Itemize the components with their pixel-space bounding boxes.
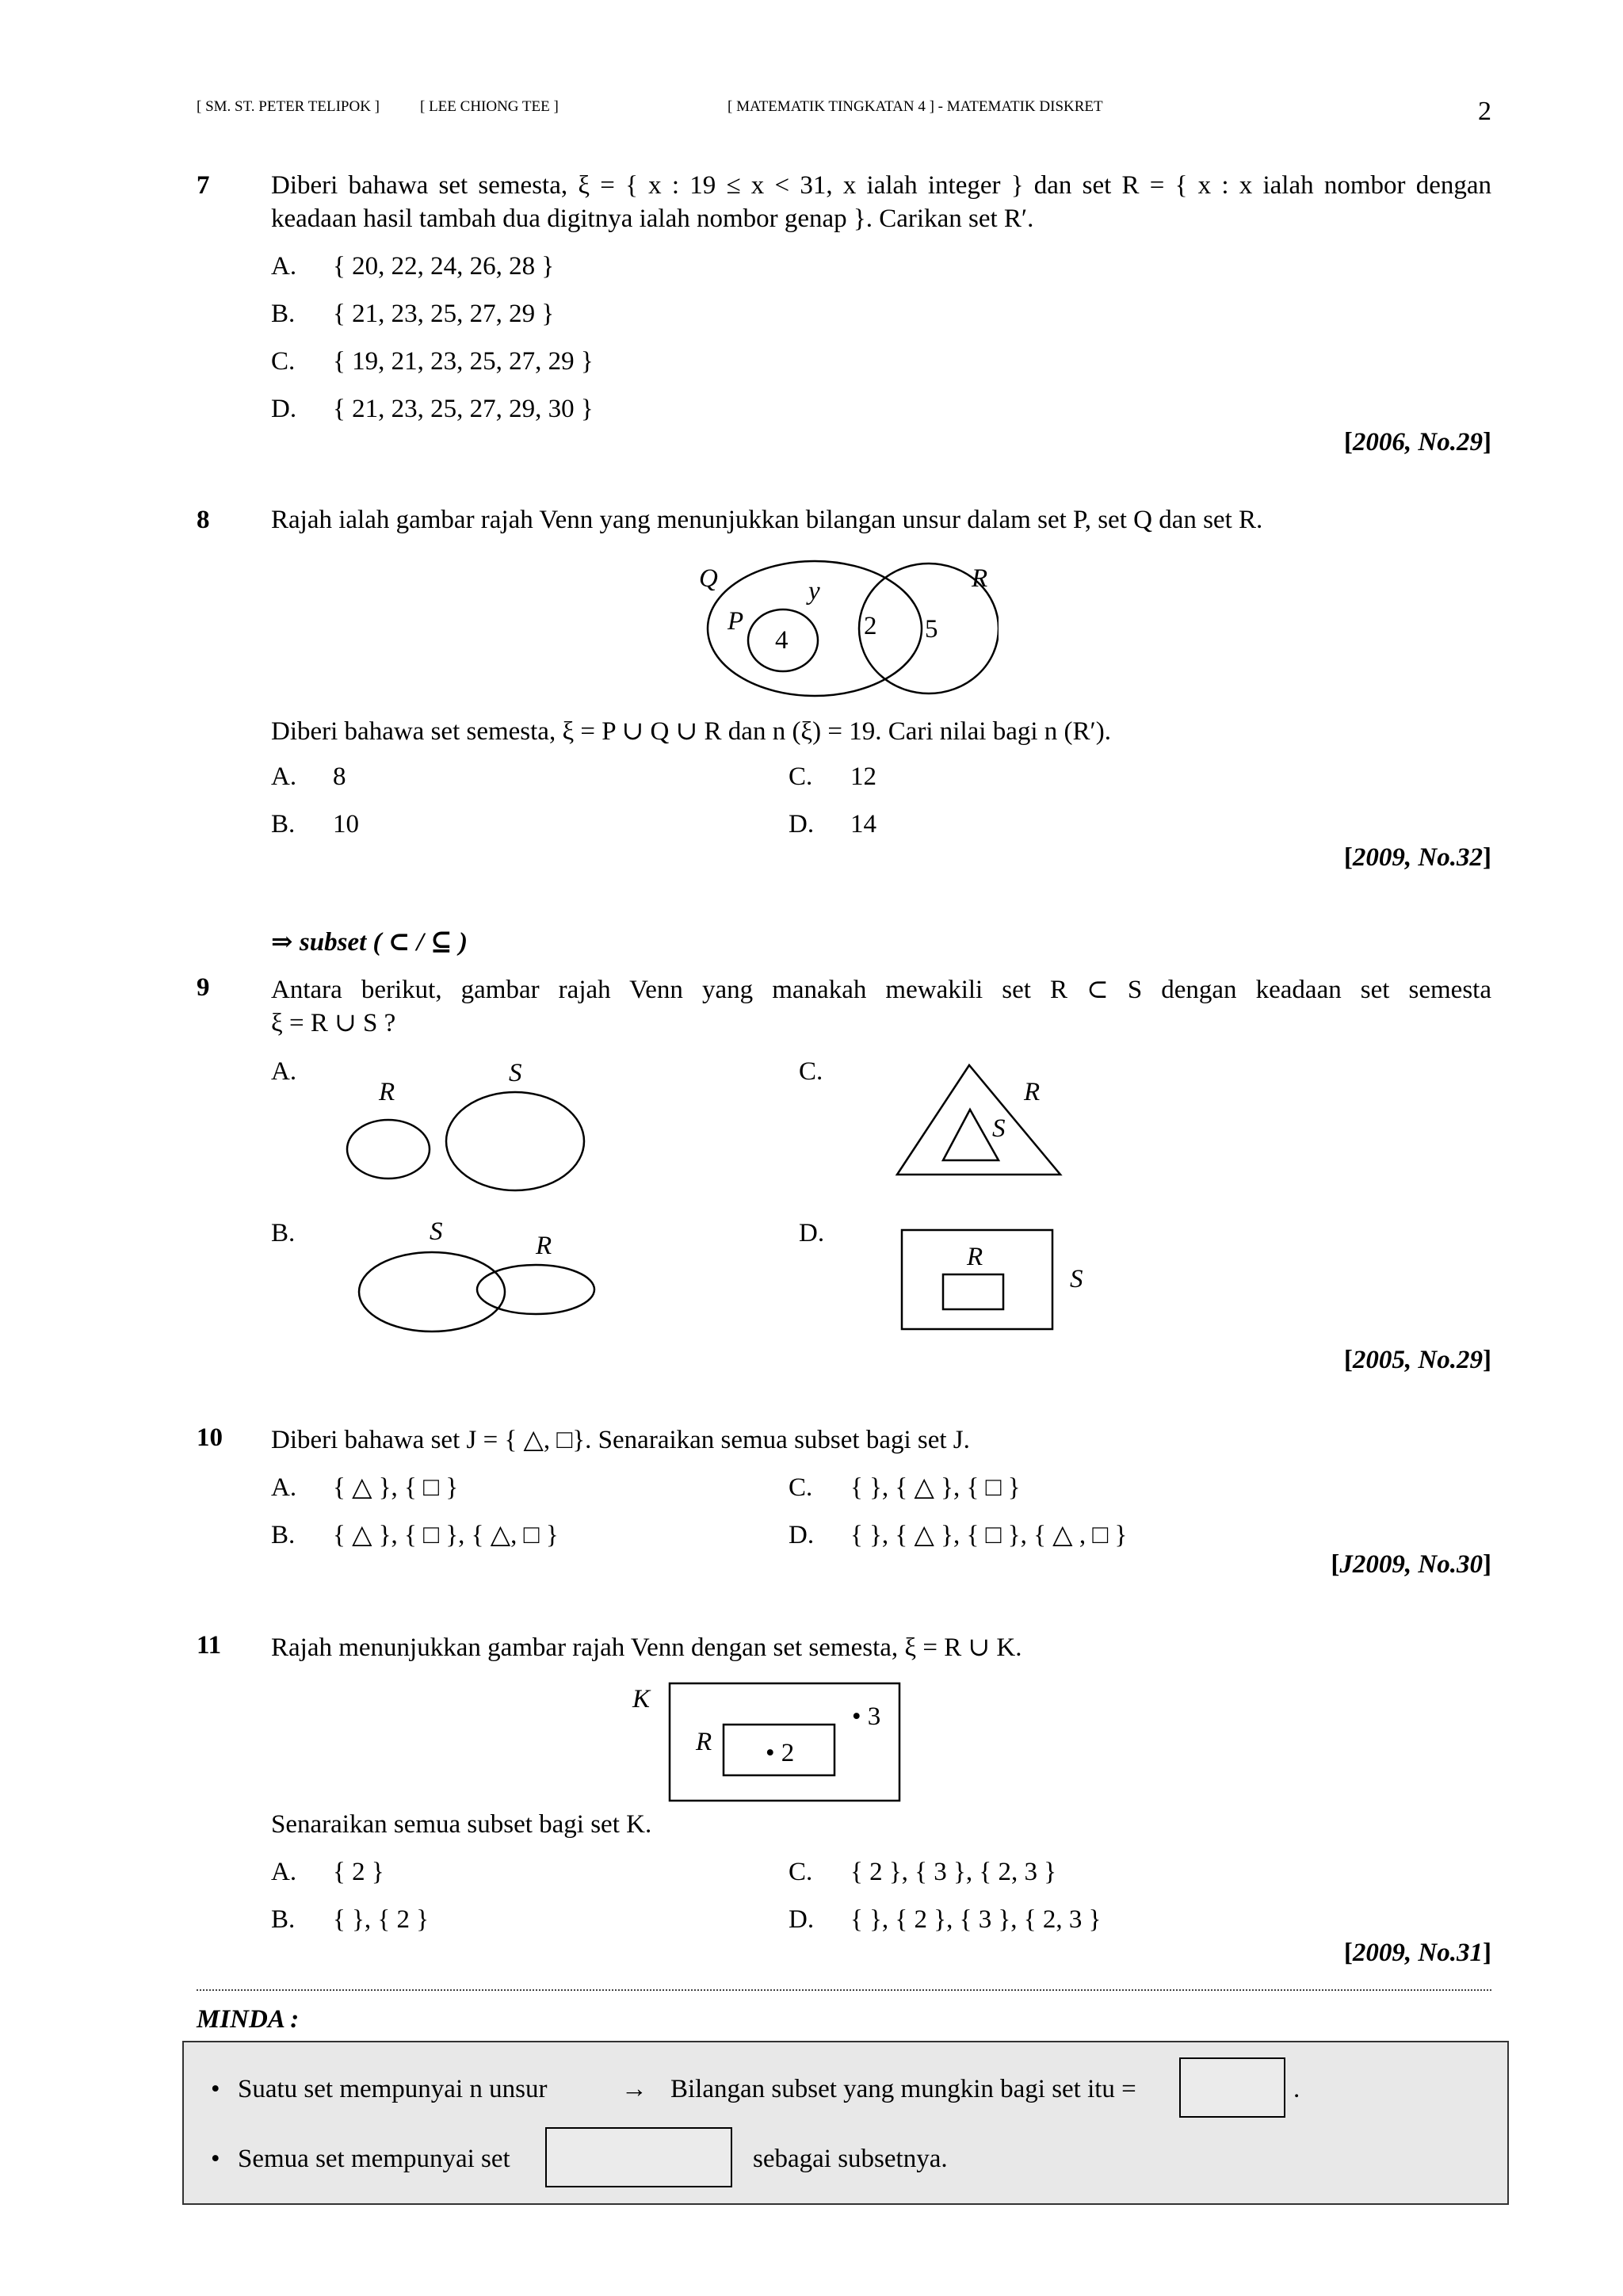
q10-option-d[interactable]	[789, 1519, 1127, 1550]
label-r: R	[972, 564, 988, 593]
label-y: y	[808, 577, 820, 606]
section-divider	[197, 1989, 1491, 1991]
option-text: { }, { 2 }, { 3 }, { 2, 3 }	[850, 1905, 1102, 1934]
q7-source-reference: [2006, No.29]	[1343, 428, 1491, 457]
option-letter: A.	[271, 1473, 297, 1502]
option-text: { 21, 23, 25, 27, 29 }	[333, 300, 555, 328]
q11-number: 11	[197, 1631, 222, 1660]
label-r: R	[1024, 1078, 1041, 1106]
q7-stem-line1: Diberi bahawa set semesta, ξ = { x : 19 ≤ x < 31, x ialah integer } dan set R = { x : x ialah nombor dengan	[271, 171, 1491, 200]
label-s: S	[430, 1217, 443, 1246]
set-r-ellipse	[347, 1120, 430, 1179]
option-text: { △ }, { □ }, { △, □ }	[333, 1521, 559, 1549]
header-school: [ SM. ST. PETER TELIPOK ]	[197, 98, 380, 115]
minda-bullet-1: •	[211, 2075, 220, 2103]
q9-source-reference: [2005, No.29]	[1343, 1346, 1491, 1374]
option-letter: A.	[271, 762, 297, 791]
q9-option-a-diagram	[333, 1054, 602, 1197]
option-letter: A.	[271, 1858, 297, 1886]
option-text: { }, { 2 }	[333, 1905, 430, 1934]
option-text: 14	[850, 810, 876, 839]
value-q-and-r: 2	[864, 612, 877, 640]
answer-box-empty-set[interactable]	[545, 2127, 732, 2187]
option-text: { }, { △ }, { □ }	[850, 1473, 1021, 1502]
q8-option-b[interactable]	[271, 810, 359, 839]
q10-option-b[interactable]	[271, 1519, 559, 1550]
q11-stem-line1: Rajah menunjukkan gambar rajah Venn dengan set semesta, ξ = R ∪ K.	[271, 1633, 1022, 1662]
q11-venn-diagram	[618, 1674, 919, 1809]
q11-option-b[interactable]	[271, 1905, 429, 1935]
label-k: K	[632, 1685, 651, 1713]
q8-stem-line2: Diberi bahawa set semesta, ξ = P ∪ Q ∪ R dan n (ξ) = 19. Cari nilai bagi n (R′).	[271, 717, 1111, 746]
q10-option-a[interactable]	[271, 1471, 458, 1503]
option-letter: D.	[789, 1905, 815, 1934]
q11-source-reference: [2009, No.31]	[1343, 1939, 1491, 1967]
option-letter: A.	[271, 252, 297, 281]
value-r-only: 5	[925, 615, 938, 644]
q11-option-c[interactable]	[789, 1858, 1056, 1887]
set-s-triangle	[943, 1110, 999, 1160]
option-letter: C.	[789, 1858, 813, 1886]
q8-option-a[interactable]	[271, 762, 346, 792]
option-text: 8	[333, 762, 346, 791]
label-r: R	[696, 1728, 712, 1756]
minda-line1-left: Suatu set mempunyai n unsur	[238, 2075, 548, 2103]
q8-source-reference: [2009, No.32]	[1343, 843, 1491, 872]
option-letter: B.	[271, 1905, 296, 1934]
value-p: 4	[775, 626, 789, 655]
option-text: 12	[850, 762, 876, 791]
label-r: R	[967, 1243, 983, 1271]
label-p: P	[727, 607, 744, 636]
q9-option-b-diagram	[357, 1213, 610, 1339]
q9-stem-line1: Antara berikut, gambar rajah Venn yang manakah mewakili set R ⊂ S dengan keadaan set semesta	[271, 976, 1491, 1004]
q9-option-d-letter[interactable]: D.	[799, 1219, 825, 1247]
label-s: S	[1070, 1265, 1083, 1293]
option-text: { △ }, { □ }	[333, 1473, 459, 1502]
q7-option-b[interactable]	[271, 300, 554, 329]
minda-line2-left: Semua set mempunyai set	[238, 2145, 510, 2173]
q7-option-d[interactable]	[271, 395, 594, 424]
option-text: { 21, 23, 25, 27, 29, 30 }	[333, 395, 594, 423]
q8-option-d[interactable]	[789, 810, 876, 839]
header-teacher: [ LEE CHIONG TEE ]	[420, 98, 559, 115]
set-s-rectangle	[943, 1274, 1003, 1309]
option-letter: D.	[271, 395, 297, 423]
option-letter: B.	[271, 1521, 296, 1549]
minda-title: MINDA :	[197, 2005, 300, 2034]
option-text: { 2 }	[333, 1858, 384, 1886]
element-2: • 2	[766, 1739, 795, 1767]
q11-option-a[interactable]	[271, 1858, 384, 1887]
set-r-ellipse	[477, 1265, 594, 1314]
label-r: R	[379, 1078, 395, 1106]
section-heading-subset: ⇒ subset ( ⊂ / ⊆ )	[271, 928, 468, 957]
label-s: S	[509, 1059, 522, 1087]
option-letter: D.	[789, 810, 815, 839]
q7-option-a[interactable]	[271, 252, 554, 281]
minda-line1-end: .	[1293, 2075, 1300, 2103]
minda-line1-right: Bilangan subset yang mungkin bagi set itu =	[670, 2075, 1136, 2103]
q11-option-d[interactable]	[789, 1905, 1101, 1935]
option-letter: D.	[789, 1521, 815, 1549]
q7-number: 7	[197, 171, 210, 200]
option-letter: B.	[271, 810, 296, 839]
option-text: { 20, 22, 24, 26, 28 }	[333, 252, 555, 281]
q9-option-d-diagram	[896, 1227, 1102, 1346]
q8-option-c[interactable]	[789, 762, 876, 792]
set-s-ellipse	[446, 1092, 584, 1190]
element-3: • 3	[852, 1702, 881, 1731]
q9-stem-line2: ξ = R ∪ S ?	[271, 1009, 396, 1037]
q10-stem-line1: Diberi bahawa set J = { △, □}. Senaraikan semua subset bagi set J.	[271, 1426, 970, 1454]
q7-stem-line2: keadaan hasil tambah dua digitnya ialah nombor genap }. Carikan set R′.	[271, 204, 1034, 233]
option-letter: C.	[789, 1473, 813, 1502]
q8-stem-line1: Rajah ialah gambar rajah Venn yang menunjukkan bilangan unsur dalam set P, set Q dan set R.	[271, 506, 1263, 534]
option-letter: C.	[789, 762, 813, 791]
q9-option-a-letter[interactable]: A.	[271, 1057, 297, 1086]
minda-box	[182, 2041, 1509, 2205]
q8-venn-diagram	[682, 555, 999, 697]
option-letter: B.	[271, 300, 296, 328]
q10-option-c[interactable]	[789, 1471, 1021, 1503]
set-s-ellipse	[359, 1252, 505, 1331]
q8-number: 8	[197, 506, 210, 534]
label-s: S	[992, 1114, 1006, 1143]
option-text: 10	[333, 810, 359, 839]
option-text: { }, { △ }, { □ }, { △ , □ }	[850, 1521, 1128, 1549]
option-text: { 2 }, { 3 }, { 2, 3 }	[850, 1858, 1057, 1886]
header-subject: [ MATEMATIK TINGKATAN 4 ] - MATEMATIK DISKRET	[727, 98, 1103, 115]
q11-stem-line2: Senaraikan semua subset bagi set K.	[271, 1810, 652, 1839]
q10-source-reference: [J2009, No.30]	[1331, 1550, 1491, 1579]
q10-number: 10	[197, 1423, 223, 1452]
q9-option-c-diagram	[888, 1054, 1094, 1181]
q9-number: 9	[197, 973, 210, 1002]
label-q: Q	[699, 564, 718, 593]
arrow-icon: →	[621, 2075, 647, 2103]
minda-bullet-2: •	[211, 2145, 220, 2173]
q9-option-c-letter[interactable]: C.	[799, 1057, 823, 1086]
minda-line2-right: sebagai subsetnya.	[753, 2145, 948, 2173]
answer-box-subset-count[interactable]	[1179, 2057, 1285, 2118]
page-number: 2	[1478, 97, 1491, 126]
q9-option-b-letter[interactable]: B.	[271, 1219, 296, 1247]
option-letter: C.	[271, 347, 296, 376]
option-text: { 19, 21, 23, 25, 27, 29 }	[333, 347, 594, 376]
q7-option-c[interactable]	[271, 347, 594, 376]
label-r: R	[536, 1232, 552, 1260]
